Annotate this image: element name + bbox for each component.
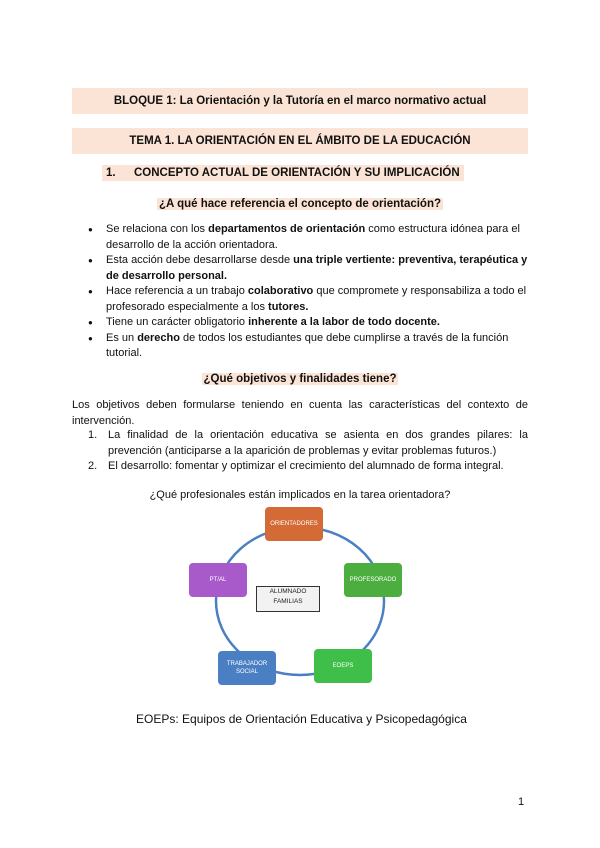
question-professionals: ¿Qué profesionales están implicados en la tarea orientadora? — [149, 489, 451, 501]
list-item: ● Hace referencia a un trabajo colaborativo que compromete y responsabiliza a todo el profesorado especialmente a los tutores. — [72, 284, 528, 315]
section-title-text: CONCEPTO ACTUAL DE ORIENTACIÓN Y SU IMPLICACIÓN — [134, 167, 460, 179]
objectives-intro: Los objetivos deben formularse teniendo en cuenta las características del contexto de intervención. — [72, 399, 528, 427]
center-box-alumnado-familias — [256, 586, 320, 612]
center-label-familias: FAMILIAS — [273, 598, 303, 605]
node-ptal: PT/AL — [189, 563, 247, 597]
list-item: ● Esta acción debe desarrollarse desde una triple vertiente: preventiva, terapéutica y de desarrollo personal. — [72, 253, 528, 284]
list-item: 2. El desarrollo: fomentar y optimizar el crecimiento del alumnado de forma integral. — [88, 460, 504, 472]
question-concept-heading: ¿A qué hace referencia el concepto de orientación? — [158, 198, 442, 210]
list-item: ● Es un derecho de todos los estudiantes que debe cumplirse a través de la función tutorial. — [72, 331, 528, 362]
objectives-list — [72, 428, 528, 475]
list-item: 1. La finalidad de la orientación educativa se asienta en dos grandes pilares: la prevención (anticiparse a la aparición de problemas y evitar problemas futuros.) — [88, 429, 528, 457]
node-profesorado: PROFESORADO — [344, 563, 402, 597]
professionals-cycle-diagram — [180, 503, 420, 698]
concept-bullet-list — [72, 222, 528, 362]
node-trabajador-social: TRABAJADOR SOCIAL — [218, 651, 276, 685]
section-number: 1. — [106, 167, 116, 179]
section-title — [102, 165, 464, 181]
question-objectives-heading: ¿Qué objetivos y finalidades tiene? — [203, 373, 397, 385]
node-orientadores: ORIENTADORES — [265, 507, 323, 541]
bloque-heading: BLOQUE 1: La Orientación y la Tutoría en el marco normativo actual — [72, 88, 528, 114]
center-label-alumnado: ALUMNADO — [269, 588, 307, 595]
list-item: ● Se relaciona con los departamentos de orientación como estructura idónea para el desarrollo de la acción orientadora. — [72, 222, 528, 253]
node-eoeps: EOEPS — [314, 649, 372, 683]
page-number: 1 — [518, 796, 525, 808]
list-item: ● Tiene un carácter obligatorio inherente a la labor de todo docente. — [72, 315, 528, 331]
tema-heading: TEMA 1. LA ORIENTACIÓN EN EL ÁMBITO DE LA EDUCACIÓN — [72, 128, 528, 154]
eoeps-caption: EOEPs: Equipos de Orientación Educativa y Psicopedagógica — [136, 712, 467, 726]
